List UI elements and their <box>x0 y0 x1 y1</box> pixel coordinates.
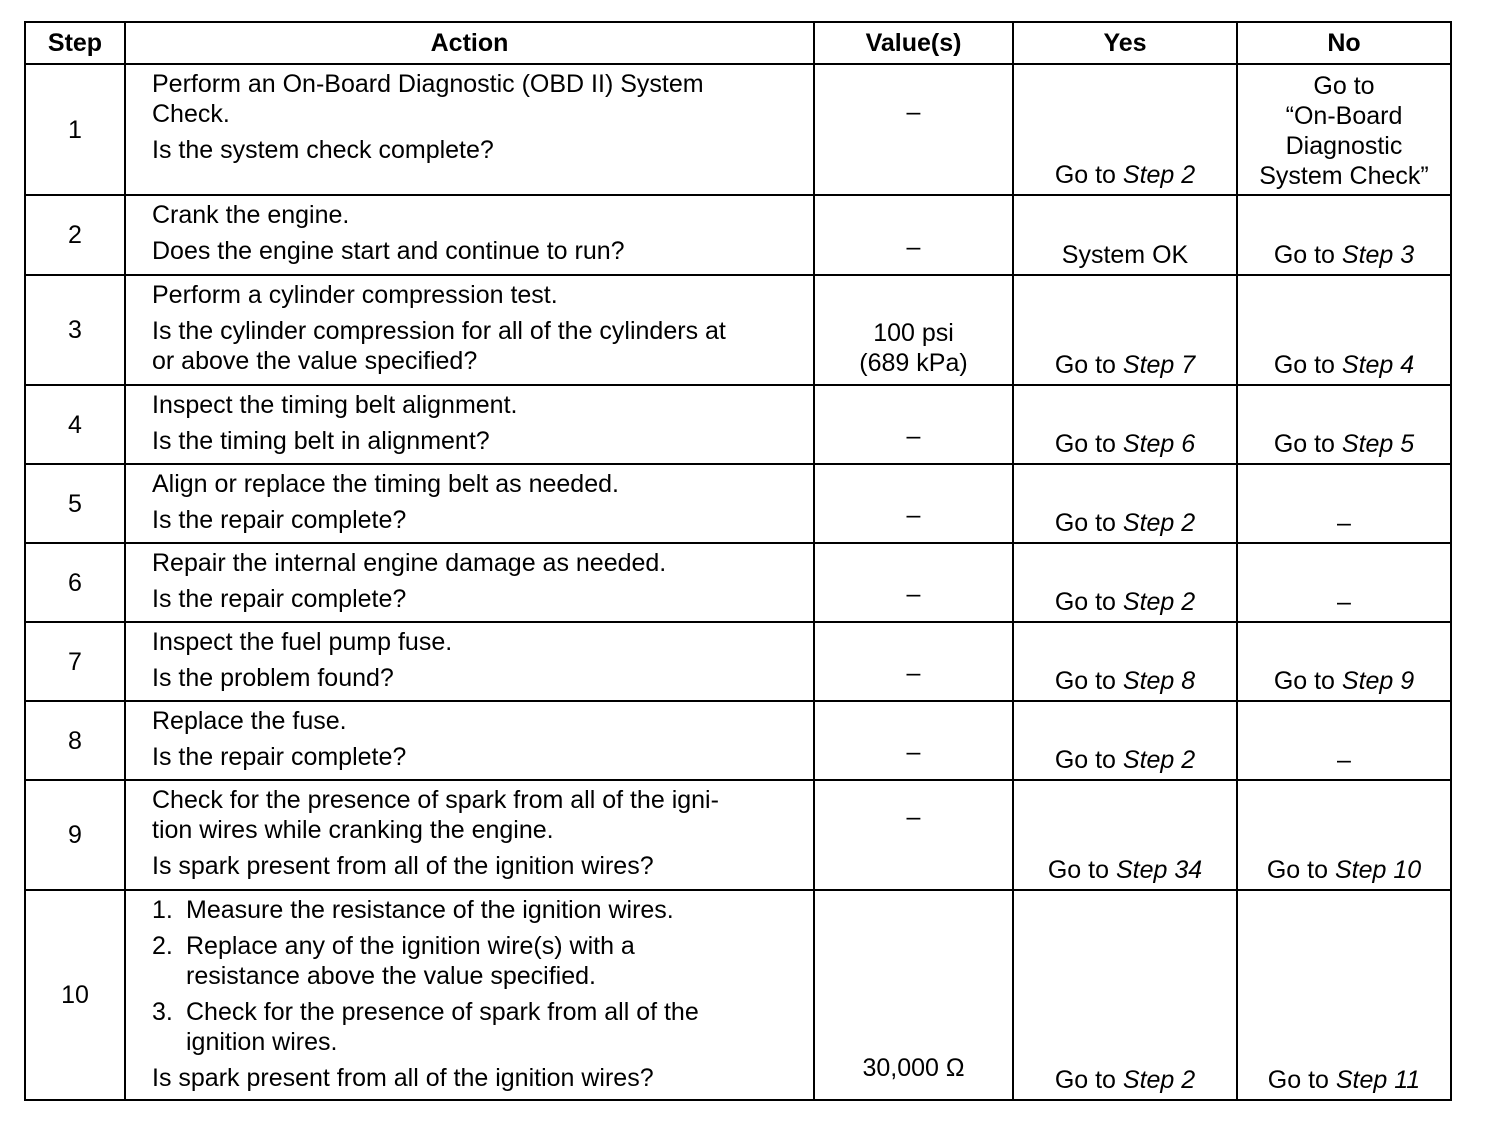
value-cell: – <box>814 622 1013 701</box>
yes-step-ref: Step 6 <box>1122 430 1196 458</box>
no-prefix: Go to <box>1273 430 1342 458</box>
yes-cell: System OK <box>1013 195 1237 275</box>
table-row <box>25 64 1451 195</box>
yes-step-ref: Step 2 <box>1122 746 1196 774</box>
list-item <box>152 931 795 991</box>
step-number: 3 <box>25 275 125 385</box>
action-question: or above the value specified? <box>152 347 478 375</box>
table-row <box>25 701 1451 780</box>
no-line: System Check” <box>1259 162 1429 190</box>
no-cell <box>1237 195 1451 275</box>
action-line: Repair the internal engine damage as needed. <box>152 549 667 577</box>
step-number: 4 <box>25 385 125 464</box>
value-cell: 30,000 Ω <box>814 890 1013 1100</box>
action-question: Is spark present from all of the ignition wires? <box>152 1064 654 1092</box>
diagnostic-table <box>24 21 1452 1101</box>
list-text <box>186 895 795 925</box>
list-item <box>152 997 795 1057</box>
no-cell: – <box>1237 543 1451 622</box>
yes-step-ref: Step 2 <box>1122 1066 1196 1094</box>
table-row <box>25 385 1451 464</box>
list-line: Check for the presence of spark from all of the <box>186 998 699 1026</box>
header-no: No <box>1237 22 1451 64</box>
yes-step-ref: Step 34 <box>1115 856 1203 884</box>
no-step-ref: Step 5 <box>1341 430 1415 458</box>
list-number: 1. <box>152 896 173 924</box>
yes-prefix: Go to <box>1054 667 1123 695</box>
action-line: Check. <box>152 100 230 128</box>
no-cell <box>1237 622 1451 701</box>
list-line: Measure the resistance of the ignition wires. <box>186 896 674 924</box>
yes-prefix: Go to <box>1047 856 1116 884</box>
yes-prefix: Go to <box>1054 588 1123 616</box>
step-number: 5 <box>25 464 125 543</box>
no-step-ref: Step 9 <box>1341 667 1415 695</box>
no-cell <box>1237 890 1451 1100</box>
action-question: Is the timing belt in alignment? <box>152 427 490 455</box>
yes-cell <box>1013 543 1237 622</box>
action-cell <box>125 385 814 464</box>
yes-prefix: Go to <box>1054 161 1123 189</box>
header-row <box>25 22 1451 64</box>
table-row <box>25 195 1451 275</box>
yes-prefix: Go to <box>1054 509 1123 537</box>
yes-cell <box>1013 890 1237 1100</box>
action-question: Is spark present from all of the ignition wires? <box>152 852 654 880</box>
action-question: Does the engine start and continue to run? <box>152 237 625 265</box>
no-cell: – <box>1237 701 1451 780</box>
action-line: Align or replace the timing belt as needed. <box>152 470 619 498</box>
list-number: 2. <box>152 932 173 960</box>
yes-prefix: Go to <box>1054 351 1123 379</box>
action-cell <box>125 64 814 195</box>
action-line: Perform a cylinder compression test. <box>152 281 558 309</box>
table-row <box>25 543 1451 622</box>
action-cell <box>125 464 814 543</box>
action-cell <box>125 622 814 701</box>
table-row <box>25 622 1451 701</box>
list-line: resistance above the value specified. <box>186 962 596 990</box>
step-number: 10 <box>25 890 125 1100</box>
no-cell <box>1237 780 1451 890</box>
no-cell: – <box>1237 464 1451 543</box>
action-cell <box>125 275 814 385</box>
yes-step-ref: Step 2 <box>1122 161 1196 189</box>
header-action: Action <box>125 22 814 64</box>
no-step-ref: Step 11 <box>1335 1066 1421 1094</box>
no-prefix: Go to <box>1273 667 1342 695</box>
yes-step-ref: Step 7 <box>1122 351 1196 379</box>
yes-step-ref: Step 2 <box>1122 509 1196 537</box>
action-line: tion wires while cranking the engine. <box>152 816 554 844</box>
action-question: Is the system check complete? <box>152 136 494 164</box>
table-row <box>25 464 1451 543</box>
yes-prefix: Go to <box>1054 746 1123 774</box>
table-row <box>25 890 1451 1100</box>
step-number: 9 <box>25 780 125 890</box>
yes-prefix: Go to <box>1054 430 1123 458</box>
yes-cell <box>1013 464 1237 543</box>
header-step: Step <box>25 22 125 64</box>
action-question: Is the repair complete? <box>152 585 407 613</box>
action-cell <box>125 543 814 622</box>
no-cell <box>1237 275 1451 385</box>
step-number: 1 <box>25 64 125 195</box>
action-line: Crank the engine. <box>152 201 350 229</box>
value-cell: – <box>814 464 1013 543</box>
list-line: Replace any of the ignition wire(s) with a <box>186 932 635 960</box>
action-question: Is the repair complete? <box>152 743 407 771</box>
value-cell: – <box>814 780 1013 890</box>
step-number: 6 <box>25 543 125 622</box>
no-prefix: Go to <box>1266 856 1335 884</box>
action-question: Is the problem found? <box>152 664 394 692</box>
value-cell: – <box>814 701 1013 780</box>
yes-cell <box>1013 275 1237 385</box>
action-cell <box>125 780 814 890</box>
no-step-ref: Step 3 <box>1341 241 1415 269</box>
action-question: Is the repair complete? <box>152 506 407 534</box>
value-cell: – <box>814 543 1013 622</box>
yes-prefix: Go to <box>1054 1066 1123 1094</box>
value-line: (689 kPa) <box>859 349 968 377</box>
yes-step-ref: Step 2 <box>1122 588 1196 616</box>
yes-cell <box>1013 385 1237 464</box>
yes-cell <box>1013 780 1237 890</box>
step-number: 8 <box>25 701 125 780</box>
list-item <box>152 895 795 925</box>
list-number: 3. <box>152 998 173 1026</box>
header-yes: Yes <box>1013 22 1237 64</box>
no-cell <box>1237 64 1451 195</box>
table-row <box>25 780 1451 890</box>
action-line: Perform an On-Board Diagnostic (OBD II) System <box>152 70 704 98</box>
no-line: Go to <box>1313 72 1375 100</box>
no-step-ref: Step 10 <box>1334 856 1422 884</box>
step-number: 7 <box>25 622 125 701</box>
list-line: ignition wires. <box>186 1028 338 1056</box>
yes-step-ref: Step 8 <box>1122 667 1196 695</box>
no-prefix: Go to <box>1273 351 1342 379</box>
value-cell: – <box>814 385 1013 464</box>
action-question: Is the cylinder compression for all of the cylinders at <box>152 317 726 345</box>
header-values: Value(s) <box>814 22 1013 64</box>
list-text <box>186 997 795 1057</box>
list-text <box>186 931 795 991</box>
action-cell <box>125 890 814 1100</box>
step-number: 2 <box>25 195 125 275</box>
table-row <box>25 275 1451 385</box>
value-cell: – <box>814 195 1013 275</box>
value-cell <box>814 275 1013 385</box>
no-line: Diagnostic <box>1285 132 1403 160</box>
yes-cell <box>1013 622 1237 701</box>
action-cell <box>125 701 814 780</box>
no-cell <box>1237 385 1451 464</box>
no-prefix: Go to <box>1267 1066 1336 1094</box>
action-line: Inspect the fuel pump fuse. <box>152 628 453 656</box>
action-line: Inspect the timing belt alignment. <box>152 391 518 419</box>
no-step-ref: Step 4 <box>1341 351 1415 379</box>
value-line: 100 psi <box>873 319 954 347</box>
yes-cell <box>1013 701 1237 780</box>
action-cell <box>125 195 814 275</box>
no-prefix: Go to <box>1273 241 1342 269</box>
action-line: Replace the fuse. <box>152 707 347 735</box>
value-cell: – <box>814 64 1013 195</box>
action-line: Check for the presence of spark from all of the igni- <box>152 786 719 814</box>
no-line: “On-Board <box>1285 102 1403 130</box>
yes-cell <box>1013 64 1237 195</box>
